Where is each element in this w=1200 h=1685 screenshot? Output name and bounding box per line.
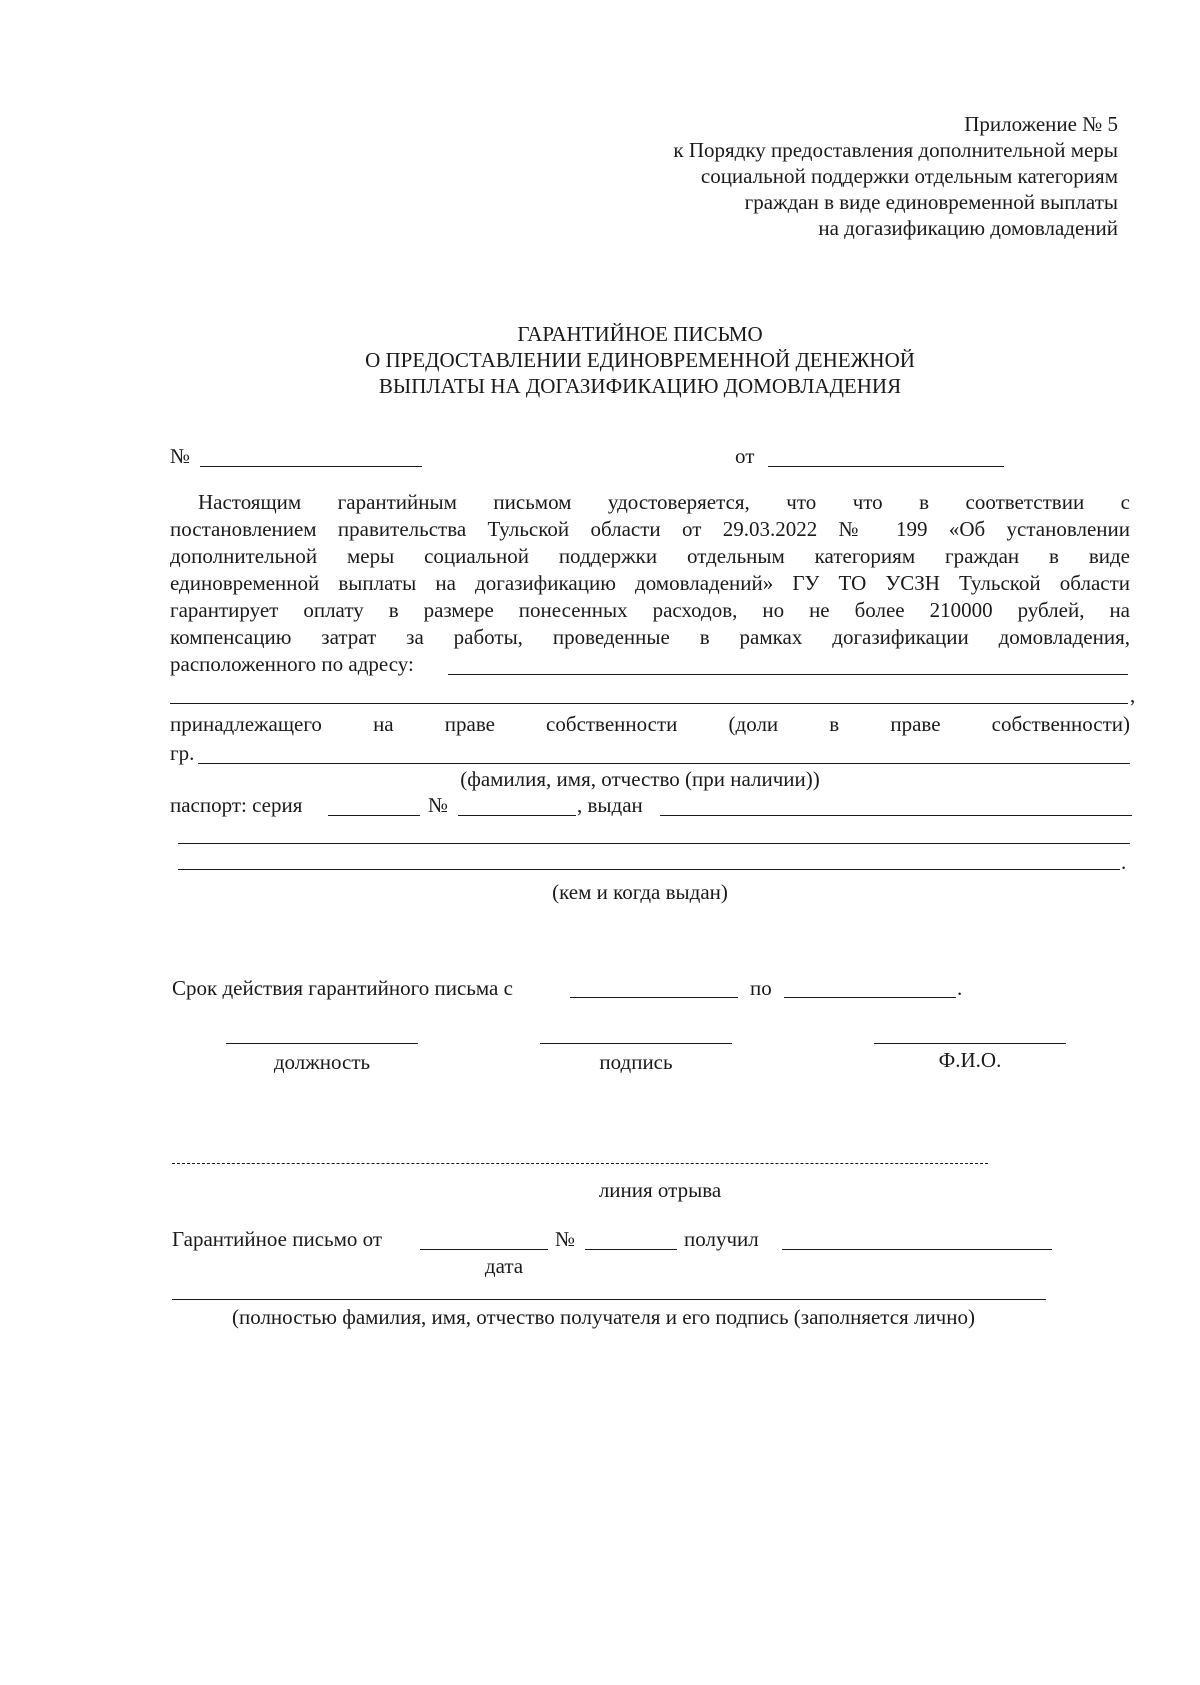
receipt-number-field[interactable]	[585, 1249, 677, 1250]
receipt-label: Гарантийное письмо от	[172, 1227, 383, 1251]
body-line: постановлением правительства Тульской области от 29.03.2022 № 199 «Об установлении	[170, 517, 1130, 541]
tear-line-caption: линия отрыва	[598, 1178, 722, 1202]
address-field-line2[interactable]	[170, 703, 1128, 704]
body-line: компенсацию затрат за работы, проведенные в рамках догазификации домовладения,	[170, 625, 1130, 649]
title-line: ГАРАНТИЙНОЕ ПИСЬМО	[517, 322, 763, 346]
issued-by-field-line2[interactable]	[178, 843, 1130, 844]
validity-from-field[interactable]	[570, 997, 738, 998]
body-line: гарантирует оплату в размере понесенных расходов, но не более 210000 рублей, на	[170, 598, 1130, 622]
address-field[interactable]	[448, 674, 1128, 675]
number-field[interactable]	[200, 466, 422, 467]
position-field[interactable]	[226, 1043, 418, 1044]
appendix-line: социальной поддержки отдельным категориям	[700, 164, 1118, 188]
ownership-line: принадлежащего на праве собственности (доли в праве собственности)	[170, 712, 1130, 736]
received-by-field[interactable]	[782, 1249, 1052, 1250]
validity-to-label: по	[750, 976, 772, 1000]
validity-to-field[interactable]	[784, 997, 956, 998]
body-line: дополнительной меры социальной поддержки отдельным категориям граждан в виде	[170, 544, 1130, 568]
appendix-line: к Порядку предоставления дополнительной меры	[673, 138, 1118, 162]
number-label: №	[170, 444, 191, 468]
appendix-line: на догазификацию домовладений	[818, 216, 1118, 240]
passport-series-label: паспорт: серия	[170, 793, 303, 817]
title-line: ВЫПЛАТЫ НА ДОГАЗИФИКАЦИЮ ДОМОВЛАДЕНИЯ	[378, 374, 902, 398]
passport-number-field[interactable]	[458, 815, 576, 816]
recipient-signature-field[interactable]	[172, 1299, 1046, 1300]
issued-by-field[interactable]	[660, 815, 1132, 816]
signature-caption: подпись	[599, 1050, 673, 1074]
address-comma: ,	[1130, 683, 1136, 707]
passport-number-label: №	[428, 793, 449, 817]
appendix-line: граждан в виде единовременной выплаты	[744, 190, 1118, 214]
tear-line	[172, 1163, 988, 1164]
validity-period: .	[957, 976, 963, 1000]
recipient-caption: (полностью фамилия, имя, отчество получателя и его подпись (заполняется лично)	[232, 1305, 975, 1329]
appendix-number: Приложение № 5	[964, 112, 1118, 136]
issued-label: , выдан	[577, 793, 643, 817]
citizen-name-field[interactable]	[198, 763, 1130, 764]
from-label: от	[735, 444, 755, 468]
position-caption: должность	[273, 1050, 371, 1074]
address-label: расположенного по адресу:	[170, 652, 414, 676]
title-line: О ПРЕДОСТАВЛЕНИИ ЕДИНОВРЕМЕННОЙ ДЕНЕЖНОЙ	[365, 348, 915, 372]
fio-field[interactable]	[874, 1043, 1066, 1044]
body-line: Настоящим гарантийным письмом удостоверяется, что что в соответствии с	[198, 490, 1130, 514]
citizen-label: гр.	[170, 741, 195, 765]
body-line: единовременной выплаты на догазификацию домовладений» ГУ ТО УСЗН Тульской области	[170, 571, 1130, 595]
receipt-date-field[interactable]	[420, 1249, 548, 1250]
validity-label: Срок действия гарантийного письма с	[172, 976, 513, 1000]
fio-caption-short: Ф.И.О.	[938, 1048, 1002, 1072]
issued-caption: (кем и когда выдан)	[552, 880, 728, 904]
signature-field[interactable]	[540, 1043, 732, 1044]
issued-period: .	[1121, 850, 1127, 874]
passport-series-field[interactable]	[328, 815, 420, 816]
receipt-number-label: №	[555, 1227, 576, 1251]
date-field[interactable]	[768, 466, 1004, 467]
received-label: получил	[684, 1227, 759, 1251]
receipt-date-caption: дата	[484, 1254, 524, 1278]
issued-by-field-line3[interactable]	[178, 869, 1120, 870]
fio-caption: (фамилия, имя, отчество (при наличии))	[460, 767, 820, 791]
